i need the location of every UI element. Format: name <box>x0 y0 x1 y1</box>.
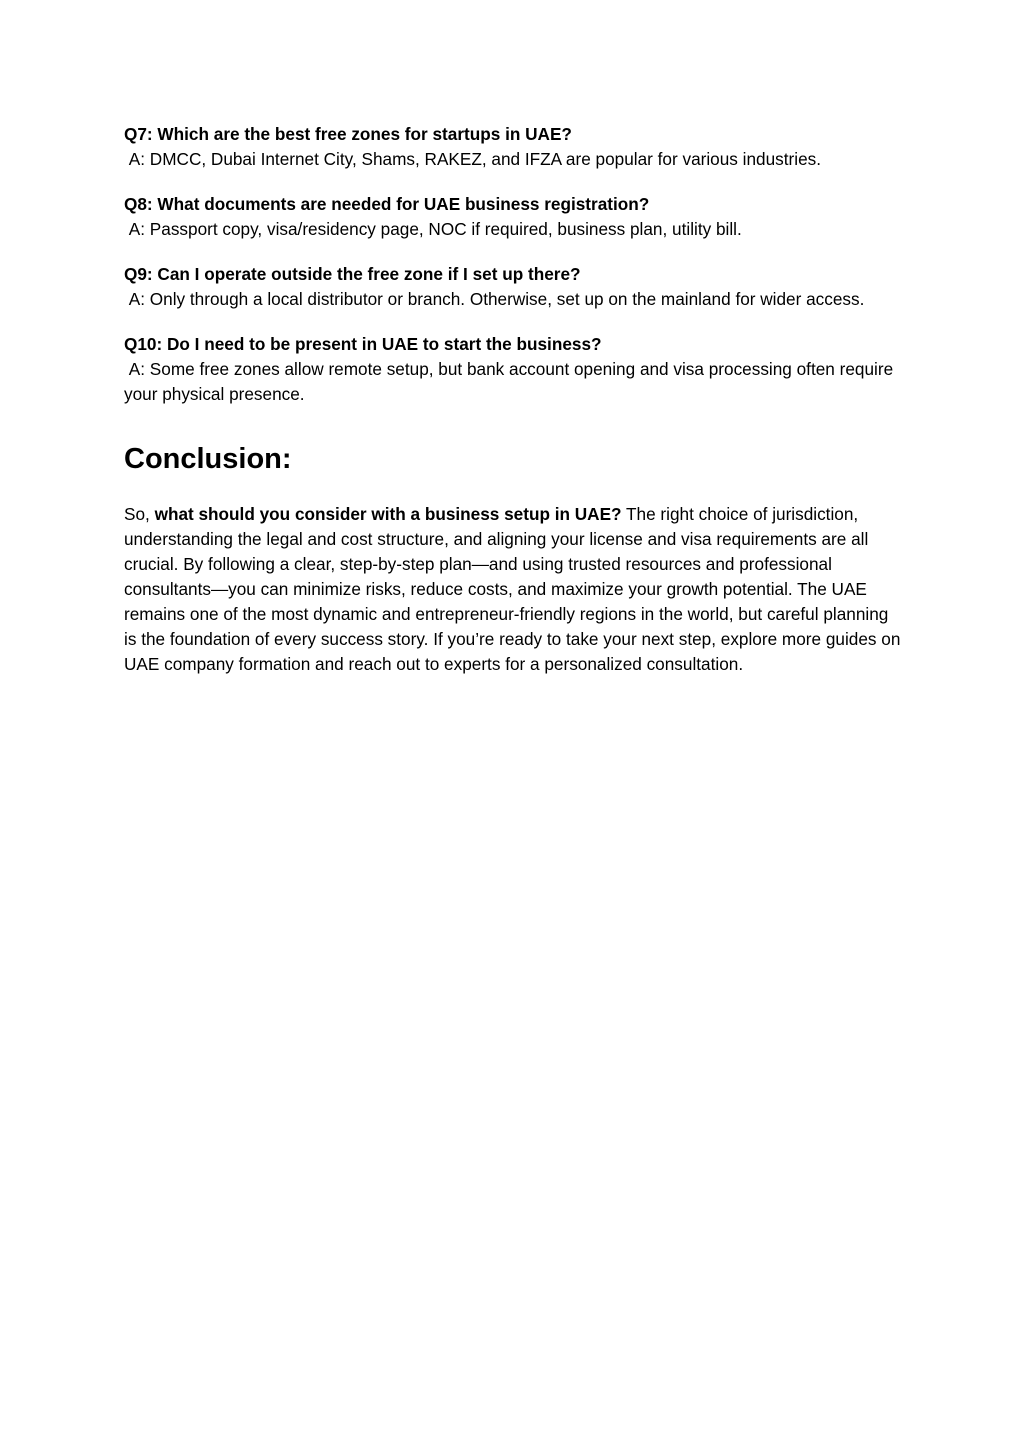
document-content <box>124 122 904 677</box>
faq-answer: A: DMCC, Dubai Internet City, Shams, RAKEZ, and IFZA are popular for various industries. <box>124 149 822 169</box>
conclusion-heading: Conclusion: <box>124 443 292 475</box>
conclusion-bold-question: what should you consider with a business setup in UAE? <box>154 504 622 524</box>
conclusion-paragraph <box>124 502 904 677</box>
faq-item-q9 <box>124 262 904 312</box>
faq-item-q8 <box>124 192 904 242</box>
faq-item-q7 <box>124 122 904 172</box>
faq-question: Q10: Do I need to be present in UAE to start the business? <box>124 334 602 354</box>
faq-question: Q9: Can I operate outside the free zone if I set up there? <box>124 264 581 284</box>
faq-answer: A: Only through a local distributor or branch. Otherwise, set up on the mainland for wider access. <box>124 289 865 309</box>
faq-answer: A: Some free zones allow remote setup, but bank account opening and visa processing often require your physical presence. <box>124 359 898 404</box>
faq-item-q10 <box>124 332 904 407</box>
faq-answer: A: Passport copy, visa/residency page, NOC if required, business plan, utility bill. <box>124 219 742 239</box>
conclusion-body: The right choice of jurisdiction, understanding the legal and cost structure, and aligning your license and visa requirements are all crucial. By following a clear, step-by-step plan—and using trusted resources and professional consultants—you can minimize risks, reduce costs, and maximize your growth potential. The UAE remains one of the most dynamic and entrepreneur-friendly regions in the world, but careful planning is the foundation of every success story. If you’re ready to take your next step, explore more guides on UAE company formation and reach out to experts for a personalized consultation. <box>124 504 901 674</box>
conclusion-lead: So, <box>124 504 155 524</box>
faq-question: Q7: Which are the best free zones for startups in UAE? <box>124 124 572 144</box>
faq-question: Q8: What documents are needed for UAE business registration? <box>124 194 650 214</box>
